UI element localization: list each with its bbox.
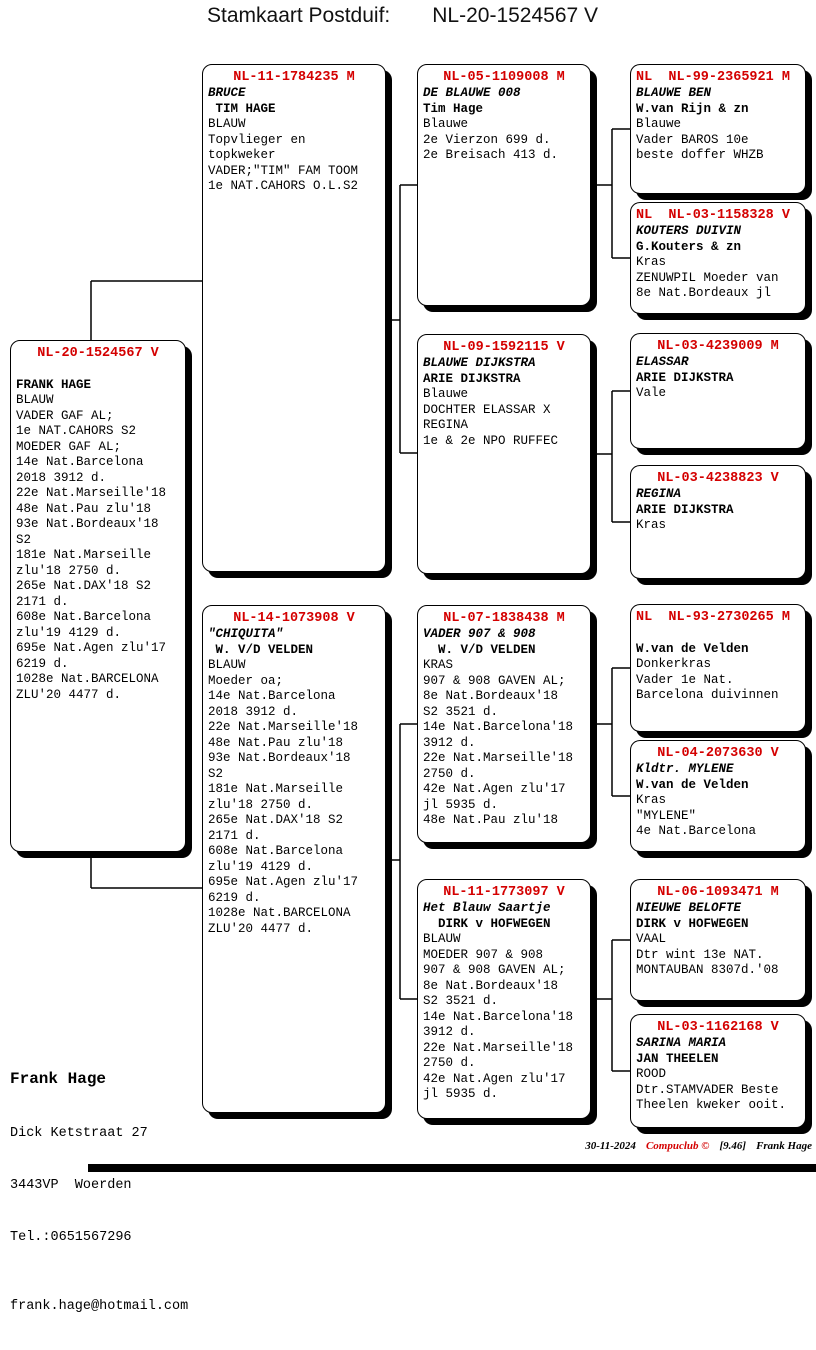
detail-line: Donkerkras	[636, 657, 712, 671]
detail-line: 22e Nat.Marseille'18	[423, 751, 574, 765]
detail-line: BLAUW	[423, 932, 461, 946]
detail-line: 93e Nat.Bordeaux'18	[16, 517, 159, 531]
detail-line: Kras	[636, 255, 667, 269]
title-label: Stamkaart Postduif:	[207, 4, 391, 27]
detail-line: 14e Nat.Barcelona'18	[423, 1009, 574, 1024]
fancier-name: ARIE DIJKSTRA	[636, 370, 734, 385]
detail-line: 1028e Nat.BARCELONA	[16, 672, 159, 686]
ring-number: NL-04-2073630 V	[657, 746, 779, 761]
pedigree-box-greatgrandparent-8	[630, 1014, 806, 1128]
fancier-name: Tim Hage	[423, 101, 484, 116]
detail-line: 8e Nat.Bordeaux'18	[423, 978, 559, 993]
ring-number: NL NL-03-1158328 V	[636, 208, 790, 223]
detail-line: Topvlieger en	[208, 132, 306, 147]
pigeon-name: BLAUWE BEN	[636, 86, 712, 100]
pedigree-box-greatgrandparent-2	[630, 202, 806, 314]
detail-line: 2171 d.	[16, 594, 69, 609]
fancier-name: W.van de Velden	[636, 641, 749, 656]
detail-line: S2 3521 d.	[423, 994, 499, 1008]
detail-line: jl 5935 d.	[423, 797, 499, 812]
detail-line: BLAUW	[16, 393, 54, 407]
detail-line: 93e Nat.Bordeaux'18	[208, 751, 351, 765]
pedigree-box-greatgrandparent-6	[630, 740, 806, 852]
footer-part: [9.46]	[719, 1140, 747, 1152]
detail-line: BLAUW	[208, 117, 246, 131]
detail-line: 14e Nat.Barcelona	[208, 689, 336, 703]
detail-line: VADER GAF AL;	[16, 408, 114, 423]
detail-line: 42e Nat.Agen zlu'17	[423, 1071, 566, 1086]
detail-line: zlu'19 4129 d.	[208, 859, 314, 874]
pigeon-name: ELASSAR	[636, 355, 689, 369]
detail-line: 2018 3912 d.	[208, 704, 299, 719]
pigeon-name: "CHIQUITA"	[208, 627, 284, 641]
fancier-name: JAN THEELEN	[636, 1051, 719, 1066]
pedigree-box-greatgrandparent-3	[630, 333, 806, 449]
detail-line: 48e Nat.Pau zlu'18	[16, 501, 152, 516]
detail-line: 14e Nat.Barcelona'18	[423, 720, 574, 734]
ring-number: NL-05-1109008 M	[443, 70, 565, 85]
detail-line: "MYLENE"	[636, 808, 697, 823]
ring-number: NL-06-1093471 M	[657, 885, 779, 900]
detail-line: 2750 d.	[423, 766, 476, 781]
detail-line: 1e & 2e NPO RUFFEC	[423, 433, 559, 448]
fancier-name: DIRK v HOFWEGEN	[423, 916, 551, 931]
pigeon-name: BLAUWE DIJKSTRA	[423, 356, 536, 370]
detail-line: 4e Nat.Barcelona	[636, 824, 757, 838]
ring-number: NL-03-4238823 V	[657, 471, 779, 486]
contact-street: Dick Ketstraat 27	[10, 1126, 148, 1141]
pedigree-box-greatgrandparent-5	[630, 604, 806, 732]
detail-line: 608e Nat.Barcelona	[16, 610, 152, 624]
pigeon-name: NIEUWE BELOFTE	[636, 901, 742, 915]
detail-line: ZLU'20 4477 d.	[16, 687, 122, 702]
detail-line: ZLU'20 4477 d.	[208, 921, 314, 936]
detail-line: zlu'18 2750 d.	[16, 563, 122, 578]
ring-number: NL NL-93-2730265 M	[636, 610, 790, 625]
detail-line: 2171 d.	[208, 828, 261, 843]
pedigree-box-grandparent-3	[417, 605, 591, 843]
detail-line: 181e Nat.Marseille	[208, 782, 344, 796]
pigeon-name: Kldtr. MYLENE	[636, 762, 734, 776]
detail-line: 695e Nat.Agen zlu'17	[16, 641, 167, 655]
detail-line: Dtr.STAMVADER Beste	[636, 1082, 779, 1097]
footer-part: Frank Hage	[756, 1140, 812, 1152]
detail-line: topkweker	[208, 148, 276, 162]
ring-number: NL-20-1524567 V	[37, 346, 159, 361]
footer-part: Compuclub ©	[645, 1140, 710, 1152]
pigeon-name: DE BLAUWE 008	[423, 86, 521, 100]
pedigree-box-grandparent-4	[417, 879, 591, 1119]
pigeon-name: VADER 907 & 908	[423, 627, 536, 641]
contact-city: 3443VP Woerden	[10, 1178, 132, 1193]
pigeon-name: Het Blauw Saartje	[423, 901, 551, 915]
fancier-name: ARIE DIJKSTRA	[423, 371, 521, 386]
detail-line: Blauwe	[423, 387, 469, 401]
detail-line: 22e Nat.Marseille'18	[423, 1040, 574, 1055]
detail-line: 907 & 908 GAVEN AL;	[423, 673, 566, 688]
detail-line: Vader 1e Nat.	[636, 672, 734, 687]
pigeon-name: REGINA	[636, 487, 682, 501]
detail-line: 265e Nat.DAX'18 S2	[208, 813, 344, 827]
detail-line: Theelen kweker ooit.	[636, 1098, 787, 1112]
detail-line: 8e Nat.Bordeaux'18	[423, 689, 559, 703]
ring-number: NL NL-99-2365921 M	[636, 70, 790, 85]
ring-number: NL-03-4239009 M	[657, 339, 779, 354]
detail-line: ZENUWPIL Moeder van	[636, 270, 779, 285]
detail-line: VAAL	[636, 932, 667, 946]
footer-credits	[575, 1140, 812, 1152]
detail-line: S2 3521 d.	[423, 704, 499, 719]
ring-number: NL-07-1838438 M	[443, 611, 565, 626]
pigeon-name: BRUCE	[208, 86, 246, 100]
detail-line: Moeder oa;	[208, 673, 284, 688]
ring-number: NL-09-1592115 V	[443, 340, 565, 355]
pigeon-name: SARINA MARIA	[636, 1036, 727, 1050]
detail-line: Vale	[636, 386, 667, 400]
detail-line: 48e Nat.Pau zlu'18	[423, 813, 559, 827]
owner-contact-block	[10, 1032, 188, 1350]
fancier-name: G.Kouters & zn	[636, 239, 742, 254]
fancier-name: FRANK HAGE	[16, 377, 92, 392]
pedigree-box-greatgrandparent-7	[630, 879, 806, 1001]
detail-line: Barcelona duivinnen	[636, 688, 779, 702]
detail-line: MOEDER 907 & 908	[423, 947, 544, 962]
detail-line: Blauwe	[636, 117, 682, 131]
detail-line: 2e Breisach 413 d.	[423, 148, 559, 162]
detail-line: 181e Nat.Marseille	[16, 548, 152, 562]
detail-line: S2	[208, 766, 224, 781]
ring-number: NL-11-1784235 M	[233, 70, 355, 85]
bottom-scan-bar	[88, 1164, 816, 1172]
fancier-name: W. V/D VELDEN	[423, 642, 536, 657]
detail-line: 14e Nat.Barcelona	[16, 455, 144, 469]
detail-line: S2	[16, 532, 32, 547]
detail-line: VADER;"TIM" FAM TOOM	[208, 163, 359, 178]
fancier-name: W.van Rijn & zn	[636, 101, 749, 116]
detail-line: 22e Nat.Marseille'18	[16, 486, 167, 500]
detail-line: 3912 d.	[423, 735, 476, 750]
detail-line: 2750 d.	[423, 1056, 476, 1070]
pedigree-box-grandparent-2	[417, 334, 591, 574]
pedigree-box-father	[202, 64, 386, 572]
detail-line: KRAS	[423, 658, 454, 672]
detail-line: 8e Nat.Bordeaux jl	[636, 286, 772, 300]
fancier-name: W. V/D VELDEN	[208, 642, 314, 657]
detail-line: MONTAUBAN 8307d.'08	[636, 963, 779, 977]
detail-line: 695e Nat.Agen zlu'17	[208, 875, 359, 889]
pedigree-box-greatgrandparent-4	[630, 465, 806, 579]
footer-part: 30-11-2024	[585, 1140, 636, 1152]
detail-line: ROOD	[636, 1067, 667, 1081]
detail-line: zlu'19 4129 d.	[16, 625, 122, 640]
pedigree-box-mother	[202, 605, 386, 1113]
detail-line: 3912 d.	[423, 1025, 476, 1039]
ring-number: NL-03-1162168 V	[657, 1020, 779, 1035]
detail-line: 22e Nat.Marseille'18	[208, 720, 359, 734]
pigeon-name: KOUTERS DUIVIN	[636, 224, 742, 238]
detail-line: 265e Nat.DAX'18 S2	[16, 579, 152, 593]
detail-line: Kras	[636, 793, 667, 807]
contact-phone: Tel.:0651567296	[10, 1230, 132, 1245]
pedigree-box-subject	[10, 340, 186, 852]
blank-line	[636, 626, 800, 642]
ring-number: NL-14-1073908 V	[233, 611, 355, 626]
detail-line: 1028e Nat.BARCELONA	[208, 906, 351, 920]
title-ring-number: NL-20-1524567 V	[432, 4, 599, 27]
detail-line: Dtr wint 13e NAT.	[636, 947, 764, 962]
fancier-name: W.van de Velden	[636, 777, 749, 792]
detail-line: 48e Nat.Pau zlu'18	[208, 735, 344, 750]
contact-email: frank.hage@hotmail.com	[10, 1299, 189, 1314]
fancier-name: TIM HAGE	[208, 101, 276, 116]
detail-line: zlu'18 2750 d.	[208, 797, 314, 812]
blank-line	[16, 362, 180, 378]
detail-line: 907 & 908 GAVEN AL;	[423, 963, 566, 977]
fancier-name: ARIE DIJKSTRA	[636, 502, 734, 517]
pedigree-box-grandparent-1	[417, 64, 591, 306]
detail-line: BLAUW	[208, 658, 246, 672]
detail-line: beste doffer WHZB	[636, 148, 764, 162]
detail-line: 42e Nat.Agen zlu'17	[423, 782, 566, 796]
detail-line: 1e NAT.CAHORS S2	[16, 424, 137, 438]
detail-line: 2e Vierzon 699 d.	[423, 132, 551, 147]
contact-name: Frank Hage	[10, 1070, 107, 1088]
pedigree-box-greatgrandparent-1	[630, 64, 806, 194]
detail-line: Blauwe	[423, 117, 469, 131]
detail-line: 1e NAT.CAHORS O.L.S2	[208, 179, 359, 193]
detail-line: 6219 d.	[208, 890, 261, 905]
detail-line: Kras	[636, 518, 667, 532]
detail-line: jl 5935 d.	[423, 1087, 499, 1101]
detail-line: MOEDER GAF AL;	[16, 439, 122, 454]
detail-line: DOCHTER ELASSAR X	[423, 402, 551, 417]
detail-line: 2018 3912 d.	[16, 470, 107, 485]
detail-line: REGINA	[423, 418, 469, 432]
detail-line: Vader BAROS 10e	[636, 132, 749, 147]
fancier-name: DIRK v HOFWEGEN	[636, 916, 749, 931]
ring-number: NL-11-1773097 V	[443, 885, 565, 900]
detail-line: 6219 d.	[16, 656, 69, 671]
detail-line: 608e Nat.Barcelona	[208, 844, 344, 858]
